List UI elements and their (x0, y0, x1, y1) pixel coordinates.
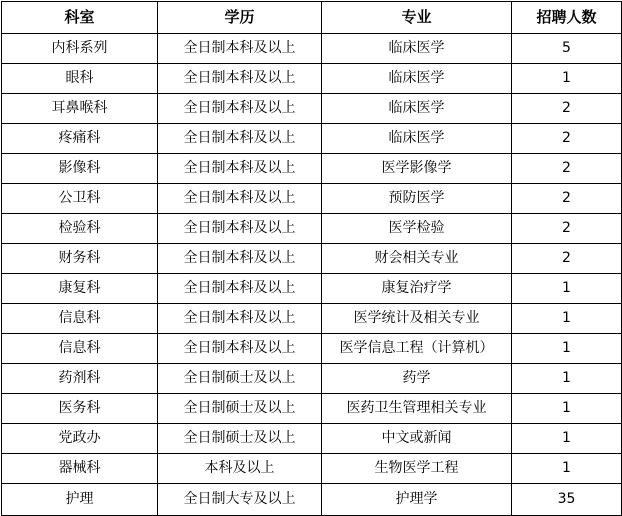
cell-department: 信息科 (2, 334, 158, 364)
table-body (2, 34, 622, 516)
cell-major: 预防医学 (322, 184, 512, 214)
cell-education: 全日制本科及以上 (158, 64, 322, 94)
cell-headcount: 1 (512, 334, 622, 364)
cell-headcount: 1 (512, 364, 622, 394)
recruitment-table (1, 1, 622, 516)
table-row (2, 454, 622, 484)
table-row (2, 304, 622, 334)
cell-education: 全日制本科及以上 (158, 154, 322, 184)
cell-major: 中文或新闻 (322, 424, 512, 454)
cell-department: 康复科 (2, 274, 158, 304)
cell-headcount: 35 (512, 484, 622, 516)
cell-major: 临床医学 (322, 124, 512, 154)
cell-department: 器械科 (2, 454, 158, 484)
cell-department: 眼科 (2, 64, 158, 94)
cell-major: 医学影像学 (322, 154, 512, 184)
cell-department: 财务科 (2, 244, 158, 274)
column-header-education: 学历 (158, 2, 322, 34)
table-row (2, 484, 622, 516)
table-header (2, 2, 622, 34)
cell-headcount: 2 (512, 184, 622, 214)
cell-education: 全日制本科及以上 (158, 244, 322, 274)
cell-major: 医学检验 (322, 214, 512, 244)
cell-headcount: 1 (512, 304, 622, 334)
column-header-headcount: 招聘人数 (512, 2, 622, 34)
table-row (2, 424, 622, 454)
cell-headcount: 2 (512, 94, 622, 124)
table-row (2, 124, 622, 154)
cell-major: 临床医学 (322, 64, 512, 94)
table-row (2, 364, 622, 394)
cell-education: 全日制本科及以上 (158, 124, 322, 154)
cell-major: 医学统计及相关专业 (322, 304, 512, 334)
cell-major: 临床医学 (322, 34, 512, 64)
cell-education: 全日制硕士及以上 (158, 424, 322, 454)
cell-headcount: 1 (512, 454, 622, 484)
cell-major: 医学信息工程（计算机） (322, 334, 512, 364)
cell-headcount: 2 (512, 244, 622, 274)
cell-education: 全日制本科及以上 (158, 274, 322, 304)
cell-major: 药学 (322, 364, 512, 394)
cell-headcount: 5 (512, 34, 622, 64)
cell-major: 护理学 (322, 484, 512, 516)
table-row (2, 334, 622, 364)
cell-department: 公卫科 (2, 184, 158, 214)
cell-department: 耳鼻喉科 (2, 94, 158, 124)
cell-department: 影像科 (2, 154, 158, 184)
table-header-row (2, 2, 622, 34)
cell-headcount: 1 (512, 394, 622, 424)
cell-education: 全日制本科及以上 (158, 184, 322, 214)
cell-major: 财会相关专业 (322, 244, 512, 274)
cell-education: 全日制本科及以上 (158, 214, 322, 244)
cell-department: 信息科 (2, 304, 158, 334)
cell-education: 全日制硕士及以上 (158, 394, 322, 424)
cell-education: 全日制硕士及以上 (158, 364, 322, 394)
cell-department: 检验科 (2, 214, 158, 244)
cell-education: 全日制大专及以上 (158, 484, 322, 516)
cell-headcount: 1 (512, 274, 622, 304)
cell-headcount: 1 (512, 424, 622, 454)
cell-department: 护理 (2, 484, 158, 516)
cell-major: 临床医学 (322, 94, 512, 124)
cell-department: 疼痛科 (2, 124, 158, 154)
cell-education: 全日制本科及以上 (158, 304, 322, 334)
column-header-department: 科室 (2, 2, 158, 34)
table-row (2, 64, 622, 94)
cell-department: 药剂科 (2, 364, 158, 394)
cell-education: 全日制本科及以上 (158, 334, 322, 364)
cell-education: 全日制本科及以上 (158, 34, 322, 64)
table-row (2, 34, 622, 64)
cell-education: 本科及以上 (158, 454, 322, 484)
cell-headcount: 2 (512, 154, 622, 184)
cell-major: 医药卫生管理相关专业 (322, 394, 512, 424)
table-row (2, 214, 622, 244)
cell-major: 生物医学工程 (322, 454, 512, 484)
cell-major: 康复治疗学 (322, 274, 512, 304)
table-row (2, 94, 622, 124)
cell-department: 医务科 (2, 394, 158, 424)
table-row (2, 154, 622, 184)
table-row (2, 394, 622, 424)
cell-education: 全日制本科及以上 (158, 94, 322, 124)
cell-department: 内科系列 (2, 34, 158, 64)
table-row (2, 274, 622, 304)
cell-department: 党政办 (2, 424, 158, 454)
cell-headcount: 2 (512, 214, 622, 244)
table-row (2, 184, 622, 214)
cell-headcount: 2 (512, 124, 622, 154)
column-header-major: 专业 (322, 2, 512, 34)
table-row (2, 244, 622, 274)
cell-headcount: 1 (512, 64, 622, 94)
